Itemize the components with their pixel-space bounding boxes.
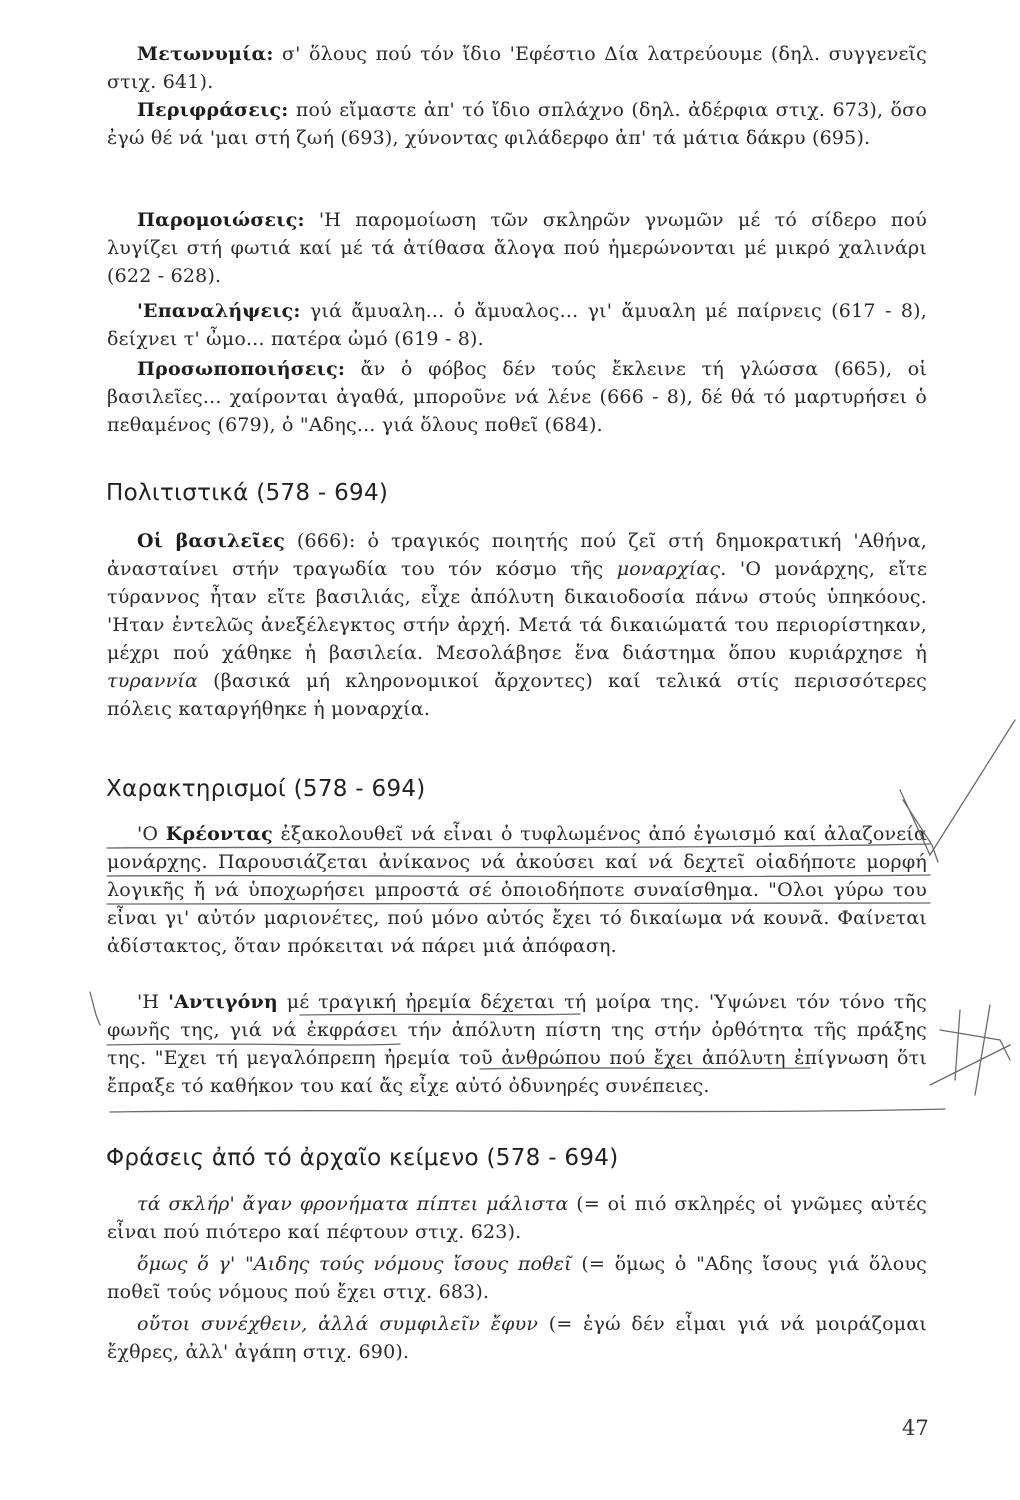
politistika-text-c: (βασικά μή κληρονομικοί ἄρχοντες) καί τελικά στίς περισσότερες πόλεις καταργήθηκε ἡ μοναρχία. [107,670,927,720]
kreon-text: ἐξακολουθεῖ νά εἶναι ὁ τυφλωμένος ἀπό ἐγωισμό καί ἀλαζονεία μονάρχης. Παρουσιάζεται ἀνίκανος νά ἀκούσει καί νά δεχτεῖ οἱαδήποτε μορφή λογικῆς ἤ νά ὑποχωρήσει μπροστά σέ ὁποιοδήποτε συναίσθημα. "Ολοι γύρω του εἶναι γι' αὐτόν μαριονέτες, πού μόνο αὐτός ἔχει τό δικαίωμα νά κουνᾶ. Φαίνεται ἀδίστακτος, ὅταν πρόκειται νά πάρει μιά ἀπόφαση. [107,823,927,957]
charaktirismoi-heading: Χαρακτηρισμοί (578 - 694) [106,776,426,802]
metonymia-paragraph [107,40,927,96]
antigone-text: μέ τραγική ἠρεμία δέχεται τή μοίρα της. 'Υψώνει τόν τόνο τῆς φωνῆς της, γιά νά ἐκφράσει τήν ἀπόλυτη πίστη της στήν ὀρθότητα τῆς πράξης της. "Εχει τή μεγαλόπρεπη ἠρεμία τοῦ ἀνθρώπου πού ἔχει ἀπόλυτη ἐπίγνωση ὅτι ἔπραξε τό καθήκον του καί ἄς εἶχε αὐτό ὀδυνηρές συνέπειες. [107,991,927,1097]
epanalipseis-term: 'Επαναλήψεις: [137,300,301,322]
kreon-name: Κρέοντας [165,823,273,845]
fraseis-heading: Φράσεις ἀπό τό ἀρχαῖο κείμενο (578 - 694) [106,1145,619,1171]
frasi-item [107,1190,927,1246]
perifraseis-term: Περιφράσεις: [137,99,289,121]
frasi-gloss: (= οἱ πιό σκληρές οἱ γνῶμες αὐτές εἶναι πού πιότερο καί πέφτουν στιχ. 623). [107,1193,927,1243]
antigone-article: 'Η [137,991,169,1013]
kreon-article: 'Ο [137,823,166,845]
frasi-ancient: ὅμως ὅ γ' "Αιδης τούς νόμους ἴσους ποθεῖ [137,1253,572,1275]
metonymia-text: σ' ὅλους πού τόν ἴδιο 'Εφέστιο Δία λατρεύουμε (δηλ. συγγενεῖς στιχ. 641). [107,43,927,93]
frasi-gloss: (= ἐγώ δέν εἶμαι γιά νά μοιράζομαι ἔχθρες, ἀλλ' ἀγάπη στιχ. 690). [107,1313,928,1363]
tyrannia-emph: τυραννία [107,670,199,692]
frasi-item [107,1250,927,1306]
politistika-heading: Πολιτιστικά (578 - 694) [106,480,389,506]
prosopopoiiseis-term: Προσωποποιήσεις: [137,358,346,380]
prosopopoiiseis-paragraph [107,355,927,439]
politistika-text-a: (666): ὁ τραγικός ποιητής πού ζεῖ στή δημοκρατική 'Αθήνα, ἀνασταίνει στήν τραγωδία του τόν κόσμο τῆς [107,530,928,580]
metonymia-term: Μετωνυμία: [137,43,274,65]
cross-mark-icon [930,1005,1010,1095]
margin-line [90,992,100,1025]
politistika-paragraph [107,527,927,723]
perifraseis-text: πού εἴμαστε ἀπ' τό ἴδιο σπλάχνο (δηλ. ἀδέρφια στιχ. 673), ὅσο ἐγώ θέ νά 'μαι στή ζωή (693), χύνοντας φιλάδερφο ἀπ' τά μάτια δάκρυ (695). [107,99,927,149]
paromoioseis-text: 'Η παρομοίωση τῶν σκληρῶν γνωμῶν μέ τό σίδερο πού λυγίζει στή φωτιά καί μέ τά ἀτίθασα ἄλογα πού ἡμερώνονται μέ μικρό χαλινάρι (622 - 628). [107,209,927,287]
underline-mark [110,1109,945,1112]
politistika-text-b: . 'Ο μονάρχης, εἴτε τύραννος ἦταν εἴτε βασιλιάς, εἶχε ἀπόλυτη δικαιοδοσία πάνω στούς ὑπηκόους. 'Ηταν ἐντελῶς ἀνεξέλεγκτος στήν ἀρχή. Μετά τά δικαιώματά του περιορίστηκαν, μέχρι πού χάθηκε ἡ βασιλεία. Μεσολάβησε ἕνα διάστημα ὅπου κυριάρχησε ἡ [107,558,927,664]
paromoioseis-paragraph [107,206,927,290]
kreon-paragraph [107,820,927,960]
frasi-gloss: (= ὅμως ὁ "Αδης ἴσους γιά ὅλους ποθεῖ τούς νόμους πού ἔχει στιχ. 683). [107,1253,928,1303]
monarchia-emph: μοναρχίας [616,558,721,580]
paromoioseis-term: Παρομοιώσεις: [137,209,305,231]
frasi-ancient: οὔτοι συνέχθειν, ἀλλά συμφιλεῖν ἔφυν [137,1313,539,1335]
prosopopoiiseis-text: ἄν ὁ φόβος δέν τούς ἔκλεινε τή γλώσσα (665), οἱ βασιλεῖες... χαίρονται ἀγαθά, μποροῦνε νά λένε (666 - 8), δέ θά τό μαρτυρήσει ὁ πεθαμένος (679), ὁ "Αδης... γιά ὅλους ποθεῖ (684). [107,358,927,436]
epanalipseis-paragraph [107,297,927,353]
epanalipseis-text: γιά ἄμυαλη... ὁ ἄμυαλος... γι' ἄμυαλη μέ παίρνεις (617 - 8), δείχνει τ' ὦμο... πατέρα ὠμό (619 - 8). [107,300,927,350]
vasileies-term: Οἱ βασιλεῖες [137,530,286,552]
antigone-name: 'Αντιγόνη [168,991,278,1013]
frasi-ancient: τά σκλήρ' ἄγαν φρονήματα πίπτει μάλιστα [137,1193,569,1215]
antigone-paragraph [107,988,927,1100]
page-number: 47 [902,1416,929,1440]
perifraseis-paragraph [107,96,927,152]
frasi-item [107,1310,927,1366]
